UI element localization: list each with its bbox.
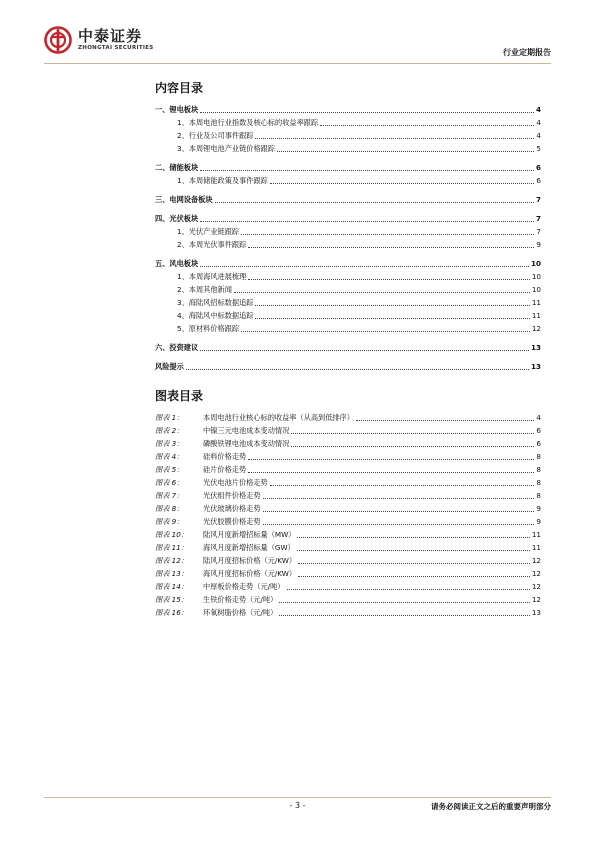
figure-entry-label: 光伏组件价格走势 xyxy=(203,491,261,500)
figures-list xyxy=(155,410,541,618)
toc-entry[interactable] xyxy=(155,237,541,250)
dot-leader xyxy=(263,524,535,525)
dot-leader xyxy=(248,247,534,248)
dot-leader xyxy=(200,350,529,351)
figure-number: 图表 3： xyxy=(155,439,184,448)
figure-entry[interactable] xyxy=(155,553,541,566)
dot-leader xyxy=(298,576,530,577)
figure-number: 图表 9： xyxy=(155,517,184,526)
figure-entry[interactable] xyxy=(155,475,541,488)
figure-entry-label: 中镍三元电池成本变动情况 xyxy=(203,426,290,435)
toc-entry-label: 5、原材料价格跟踪 xyxy=(177,324,240,333)
figure-entry-page: 13 xyxy=(531,608,541,617)
dot-leader xyxy=(263,498,535,499)
toc-entry-label: 3、海陆风招标数据追踪 xyxy=(177,298,254,307)
figure-number: 图表 1： xyxy=(155,413,184,422)
toc-entry-label: 1、本周储能政策及事件跟踪 xyxy=(177,176,268,185)
figure-number: 图表 10： xyxy=(155,530,188,539)
toc-entry-label: 五、风电板块 xyxy=(155,259,199,268)
dot-leader xyxy=(248,279,530,280)
toc-entry[interactable] xyxy=(155,282,541,295)
toc-entry[interactable] xyxy=(155,308,541,321)
dot-leader xyxy=(234,292,530,293)
report-type-label: 行业定期报告 xyxy=(503,48,551,57)
toc-entry-label: 六、投资建议 xyxy=(155,343,199,352)
zhongtai-logo-icon xyxy=(44,26,72,54)
figure-entry[interactable] xyxy=(155,540,541,553)
figure-number: 图表 5： xyxy=(155,465,184,474)
figure-entry-page: 6 xyxy=(536,439,541,448)
toc-entry-page: 13 xyxy=(530,362,541,371)
toc-entry[interactable] xyxy=(155,359,541,372)
dot-leader xyxy=(215,202,534,203)
dot-leader xyxy=(200,221,534,222)
toc-entry-page: 4 xyxy=(536,118,541,127)
dot-leader xyxy=(248,472,534,473)
footer-disclaimer: 请务必阅读正文之后的重要声明部分 xyxy=(431,802,551,811)
page-header xyxy=(0,0,595,70)
figure-entry-label: 本周电池行业核心标的收益率（从高到低排序） xyxy=(203,413,354,422)
figure-entry[interactable] xyxy=(155,410,541,423)
toc-entry-label: 1、光伏产业链跟踪 xyxy=(177,227,240,236)
figure-number: 图表 12： xyxy=(155,556,188,565)
company-logo xyxy=(44,26,154,54)
figure-entry-page: 11 xyxy=(531,543,541,552)
toc-entry[interactable] xyxy=(155,192,541,205)
toc-entry[interactable] xyxy=(155,141,541,154)
figure-entry-page: 8 xyxy=(536,452,541,461)
toc-entry-label: 四、光伏板块 xyxy=(155,214,199,223)
dot-leader xyxy=(297,550,530,551)
page-number: - 3 - xyxy=(289,801,306,810)
figure-entry[interactable] xyxy=(155,423,541,436)
toc-entry-page: 10 xyxy=(531,272,541,281)
figures-title: 图表目录 xyxy=(155,389,204,403)
figure-entry-page: 12 xyxy=(531,569,541,578)
toc-entry-page: 11 xyxy=(531,311,541,320)
toc-entry-page: 6 xyxy=(536,176,541,185)
figure-number: 图表 4： xyxy=(155,452,184,461)
toc-entry-label: 3、本周锂电池产业链价格跟踪 xyxy=(177,144,276,153)
toc-title: 内容目录 xyxy=(155,81,204,95)
toc-entry-label: 二、储能板块 xyxy=(155,163,199,172)
figure-entry[interactable] xyxy=(155,527,541,540)
toc-entry-page: 10 xyxy=(531,285,541,294)
figure-number: 图表 2： xyxy=(155,426,184,435)
toc-entry-page: 11 xyxy=(531,298,541,307)
figure-entry[interactable] xyxy=(155,605,541,618)
toc-entry-page: 12 xyxy=(531,324,541,333)
figure-entry-page: 12 xyxy=(531,556,541,565)
toc-entry-page: 10 xyxy=(530,259,541,268)
figure-entry-page: 4 xyxy=(536,413,541,422)
dot-leader xyxy=(356,420,534,421)
figure-entry[interactable] xyxy=(155,436,541,449)
dot-leader xyxy=(200,266,529,267)
figure-entry-page: 12 xyxy=(531,595,541,604)
toc-entry[interactable] xyxy=(155,321,541,334)
figure-entry-label: 海风月度新增招标量（GW） xyxy=(203,543,295,552)
toc-entry[interactable] xyxy=(155,173,541,186)
figure-entry-label: 磷酸铁锂电池成本变动情况 xyxy=(203,439,290,448)
figure-entry-label: 光伏玻璃价格走势 xyxy=(203,504,261,513)
figure-number: 图表 6： xyxy=(155,478,184,487)
figure-entry-label: 硅片价格走势 xyxy=(203,465,247,474)
toc-entry-label: 4、海陆风中标数据追踪 xyxy=(177,311,254,320)
dot-leader xyxy=(255,305,529,306)
dot-leader xyxy=(186,369,529,370)
toc-entry-page: 13 xyxy=(530,343,541,352)
toc-entry-label: 2、本周其他新闻 xyxy=(177,285,232,294)
dot-leader xyxy=(279,602,530,603)
toc-entry-page: 7 xyxy=(535,195,541,204)
toc-entry[interactable] xyxy=(155,211,541,224)
figure-entry-label: 生铁价格走势（元/吨） xyxy=(203,595,278,604)
figure-number: 图表 8： xyxy=(155,504,184,513)
toc-entry-page: 4 xyxy=(535,105,541,114)
toc-entry-label: 一、锂电板块 xyxy=(155,105,199,114)
toc-entry[interactable] xyxy=(155,128,541,141)
figure-entry-page: 9 xyxy=(536,504,541,513)
dot-leader xyxy=(298,563,530,564)
dot-leader xyxy=(200,170,534,171)
toc-entry-label: 风险提示 xyxy=(155,362,184,371)
toc-entry-page: 5 xyxy=(536,144,541,153)
toc-entry[interactable] xyxy=(155,256,541,269)
figure-entry[interactable] xyxy=(155,488,541,501)
figure-entry-page: 8 xyxy=(536,478,541,487)
figure-entry-page: 9 xyxy=(536,517,541,526)
figure-entry-label: 光伏电池片价格走势 xyxy=(203,478,268,487)
toc-entry-label: 1、本周电池行业指数及核心标的收益率跟踪 xyxy=(177,118,319,127)
figure-entry-page: 8 xyxy=(536,465,541,474)
dot-leader xyxy=(248,459,534,460)
toc-entry-page: 4 xyxy=(536,131,541,140)
toc-entry[interactable] xyxy=(155,224,541,237)
dot-leader xyxy=(263,511,535,512)
dot-leader xyxy=(241,234,534,235)
figure-entry-page: 8 xyxy=(536,491,541,500)
figure-number: 图表 16： xyxy=(155,608,188,617)
logo-english-name: ZHONGTAI SECURITIES xyxy=(78,45,154,51)
footer-divider xyxy=(44,797,551,798)
figure-entry[interactable] xyxy=(155,501,541,514)
figure-entry[interactable] xyxy=(155,514,541,527)
toc-entry[interactable] xyxy=(155,160,541,173)
figure-entry-label: 光伏胶膜价格走势 xyxy=(203,517,261,526)
toc-entry-label: 2、行业及公司事件跟踪 xyxy=(177,131,254,140)
figure-number: 图表 14： xyxy=(155,582,188,591)
figure-entry[interactable] xyxy=(155,566,541,579)
figure-number: 图表 13： xyxy=(155,569,188,578)
toc-entry-page: 7 xyxy=(536,227,541,236)
toc-entry-page: 9 xyxy=(536,240,541,249)
figure-entry[interactable] xyxy=(155,579,541,592)
dot-leader xyxy=(270,485,535,486)
figure-entry[interactable] xyxy=(155,449,541,462)
dot-leader xyxy=(255,138,534,139)
figure-entry-label: 陆风月度新增招标量（MW） xyxy=(203,530,296,539)
figure-entry-page: 11 xyxy=(531,530,541,539)
figure-entry-label: 中厚板价格走势（元/吨） xyxy=(203,582,285,591)
figure-number: 图表 11： xyxy=(155,543,188,552)
toc-entry[interactable] xyxy=(155,340,541,353)
header-divider xyxy=(44,63,551,64)
figure-entry-page: 6 xyxy=(536,426,541,435)
dot-leader xyxy=(279,615,530,616)
contents-list xyxy=(155,102,541,372)
figure-entry-page: 12 xyxy=(531,582,541,591)
figure-entry-label: 环氧树脂价格（元/吨） xyxy=(203,608,278,617)
logo-chinese-name: 中泰证券 xyxy=(78,27,143,45)
dot-leader xyxy=(255,318,529,319)
dot-leader xyxy=(287,589,530,590)
toc-content xyxy=(155,80,541,618)
toc-entry-label: 三、电网设备板块 xyxy=(155,195,213,204)
toc-entry-label: 2、本周光伏事件跟踪 xyxy=(177,240,247,249)
dot-leader xyxy=(291,446,534,447)
dot-leader xyxy=(320,125,534,126)
dot-leader xyxy=(270,183,535,184)
figure-entry[interactable] xyxy=(155,462,541,475)
toc-entry-page: 6 xyxy=(535,163,541,172)
figure-entry-label: 海风月度招标价格（元/KW） xyxy=(203,569,297,578)
dot-leader xyxy=(297,537,529,538)
figure-number: 图表 7： xyxy=(155,491,184,500)
figure-entry-label: 硅料价格走势 xyxy=(203,452,247,461)
toc-entry-page: 7 xyxy=(535,214,541,223)
figure-number: 图表 15： xyxy=(155,595,188,604)
toc-entry[interactable] xyxy=(155,102,541,115)
toc-entry[interactable] xyxy=(155,115,541,128)
figure-entry[interactable] xyxy=(155,592,541,605)
toc-entry-label: 1、本周海风进展梳理 xyxy=(177,272,247,281)
dot-leader xyxy=(241,331,530,332)
toc-entry[interactable] xyxy=(155,269,541,282)
dot-leader xyxy=(277,151,534,152)
dot-leader xyxy=(200,112,534,113)
toc-entry[interactable] xyxy=(155,295,541,308)
figure-entry-label: 陆风月度招标价格（元/KW） xyxy=(203,556,297,565)
dot-leader xyxy=(291,433,534,434)
